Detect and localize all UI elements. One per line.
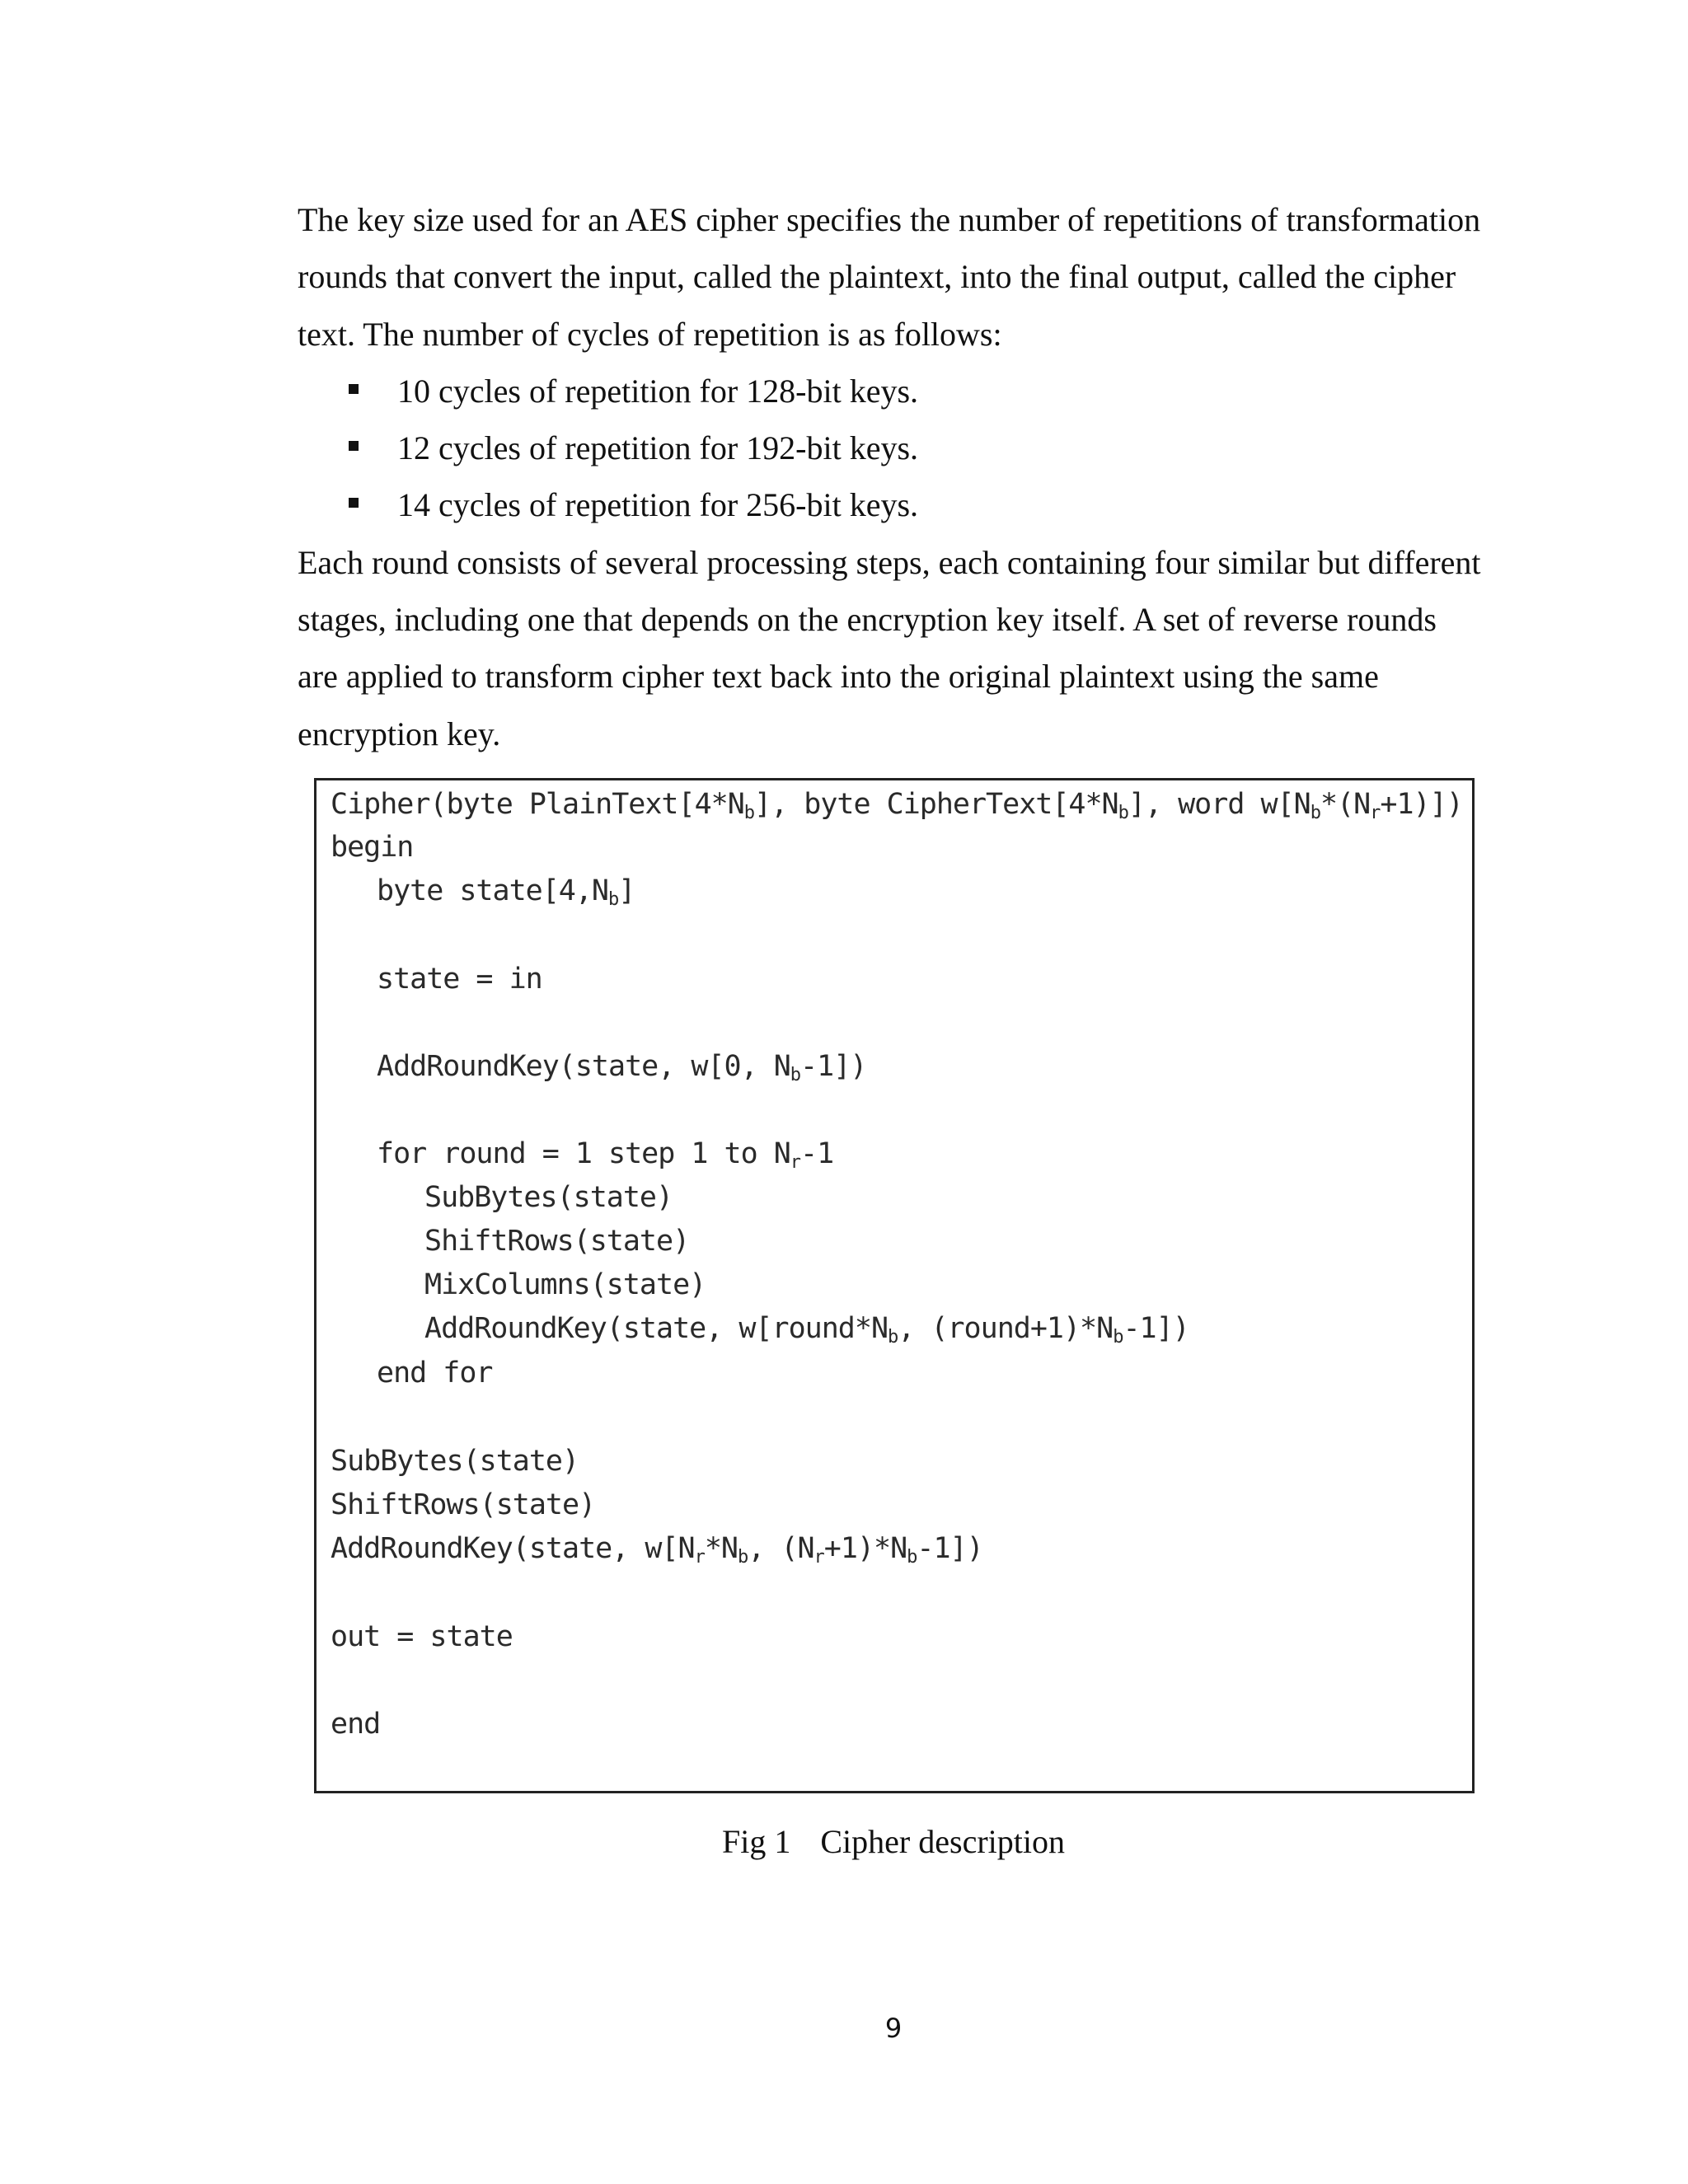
code-line-mix-columns: MixColumns(state)	[424, 1268, 706, 1301]
code-line-state-assign: state = in	[377, 963, 542, 996]
text-line: The key size used for an AES cipher specifies the number of repetitions of transformation	[298, 201, 1481, 238]
figure-number: Fig 1	[722, 1823, 791, 1860]
square-bullet-icon	[349, 384, 359, 394]
figure-caption-text: Cipher description	[820, 1823, 1065, 1860]
code-line-begin: begin	[331, 831, 414, 864]
list-item	[298, 363, 1501, 419]
text-line: encryption key.	[298, 715, 501, 752]
code-line-final-sub-bytes: SubBytes(state)	[331, 1445, 579, 1478]
code-line-add-round-key: AddRoundKey(state, w[0, $N_b-1$])	[377, 1050, 867, 1085]
list-item-text: 12 cycles of repetition for 192-bit keys.	[397, 429, 919, 467]
code-line-end: end	[331, 1708, 381, 1741]
rounds-paragraph	[298, 534, 1501, 762]
code-line-end-for: end for	[377, 1357, 493, 1390]
text-line: Each round consists of several processing steps, each containing four similar but different	[298, 543, 1481, 581]
code-line-shift-rows: ShiftRows(state)	[424, 1225, 690, 1258]
code-line-sub-bytes: SubBytes(state)	[424, 1181, 673, 1214]
figure-caption	[0, 1817, 1688, 1867]
intro-paragraph	[298, 191, 1501, 363]
code-line-output: out = state	[331, 1620, 513, 1653]
list-item	[298, 476, 1501, 533]
code-line-state-decl: byte $state[4,N_b]$	[377, 874, 635, 910]
cipher-pseudocode-figure	[314, 778, 1475, 1793]
code-line-cipher-signature: Cipher(byte $PlainText[4*N_b]$, byte $CipherText[4*N_b]$, word $w[N_b*(N_r+1)]$)	[331, 788, 1463, 823]
text-line: rounds that convert the input, called the plaintext, into the final output, called the cipher	[298, 258, 1456, 296]
code-line-add-round-key-loop: AddRoundKey(state, $w[round*N_b$, $(round+1)*N_b-1$])	[424, 1312, 1189, 1347]
body-text	[298, 191, 1501, 762]
text-line: are applied to transform cipher text back into the original plaintext using the same	[298, 658, 1379, 696]
text-line: stages, including one that depends on the encryption key itself. A set of reverse rounds	[298, 601, 1437, 639]
square-bullet-icon	[349, 498, 359, 508]
list-item-text: 14 cycles of repetition for 256-bit keys.	[397, 486, 919, 524]
list-item-text: 10 cycles of repetition for 128-bit keys.	[397, 372, 919, 410]
code-line-final-shift-rows: ShiftRows(state)	[331, 1488, 596, 1521]
text-line: text. The number of cycles of repetition is as follows:	[298, 315, 1002, 353]
key-size-list	[298, 363, 1501, 534]
list-item	[298, 419, 1501, 476]
square-bullet-icon	[349, 441, 359, 451]
code-line-for-round: for round = 1 step 1 to $N_r-1$	[377, 1137, 834, 1173]
code-line-final-add-round-key: AddRoundKey(state, $w[N_r*N_b$, $(N_r+1)*N_b-1$])	[331, 1532, 983, 1568]
page-number: 9	[884, 2013, 903, 2044]
